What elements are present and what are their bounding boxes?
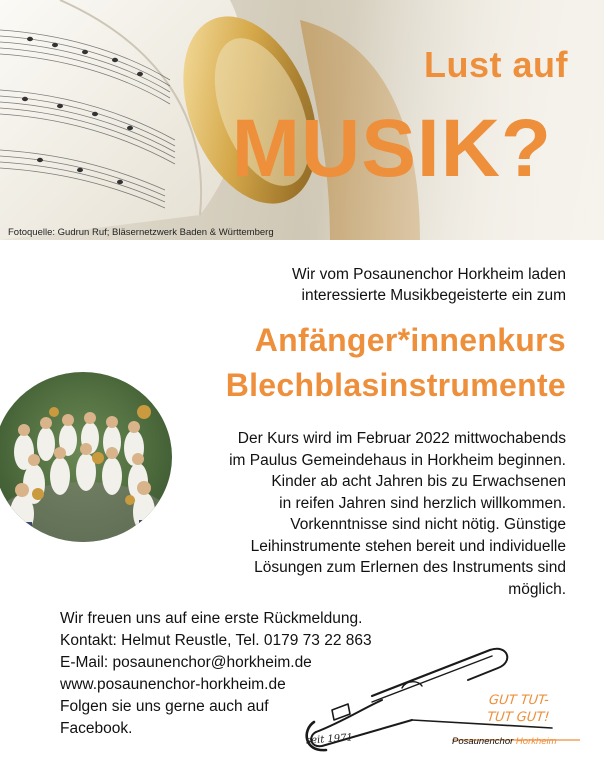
choir-name-part: Posaunenchor (452, 736, 516, 747)
follow-text: Folgen sie uns gerne auch auf (60, 698, 269, 715)
group-photo (0, 372, 172, 542)
intro-line: Wir vom Posaunenchor Horkheim laden (292, 266, 566, 283)
contact-person: Kontakt: Helmut Reustle, Tel. 0179 73 22 863 (60, 632, 372, 649)
slogan (486, 692, 552, 726)
course-title-line: Anfänger*innenkurs (254, 322, 566, 358)
facebook-text: Facebook. (60, 720, 133, 737)
details-line: Vorkenntnisse sind nicht nötig. Günstige (290, 516, 566, 533)
course-title-line: Blechblasinstrumente (225, 367, 566, 403)
website-text: www.posaunenchor-horkheim.de (60, 676, 286, 693)
details-line: im Paulus Gemeindehaus in Horkheim beginnen. (229, 451, 566, 469)
since-text: seit 1971 (305, 732, 354, 747)
choir-name (452, 736, 557, 747)
choir-logo (302, 640, 582, 760)
photo-credit: Fotoquelle: Gudrun Ruf; Bläsernetzwerk Baden & Württemberg (8, 227, 274, 238)
details-line: Leihinstrumente stehen bereit und individuelle (250, 537, 566, 555)
details-line: Der Kurs wird im Februar 2022 mittwochabends (237, 430, 566, 447)
email-text: E-Mail: posaunenchor@horkheim.de (60, 654, 312, 671)
headline-line-1: Lust auf (424, 44, 568, 85)
hero-banner (0, 0, 604, 240)
feedback-text: Wir freuen uns auf eine erste Rückmeldung. (60, 610, 363, 627)
brass-ensemble-image (0, 372, 172, 542)
choir-name-accent: Horkheim (515, 736, 557, 747)
intro-line: interessierte Musikbegeisterte ein zum (301, 287, 566, 304)
course-title (226, 318, 566, 408)
details-line: Lösungen zum Erlernen des Instruments sind (254, 559, 566, 576)
course-details (196, 428, 566, 600)
intro-text (206, 264, 566, 306)
details-line: möglich. (508, 580, 566, 598)
headline-line-2: MUSIK? (231, 103, 552, 194)
slogan-line: GUT TUT- (488, 693, 550, 708)
details-line: in reifen Jahren sind herzlich willkommen. (279, 494, 566, 512)
details-line: Kinder ab acht Jahren bis zu Erwachsenen (271, 473, 566, 490)
slogan-line: TUT GUT! (486, 710, 551, 725)
